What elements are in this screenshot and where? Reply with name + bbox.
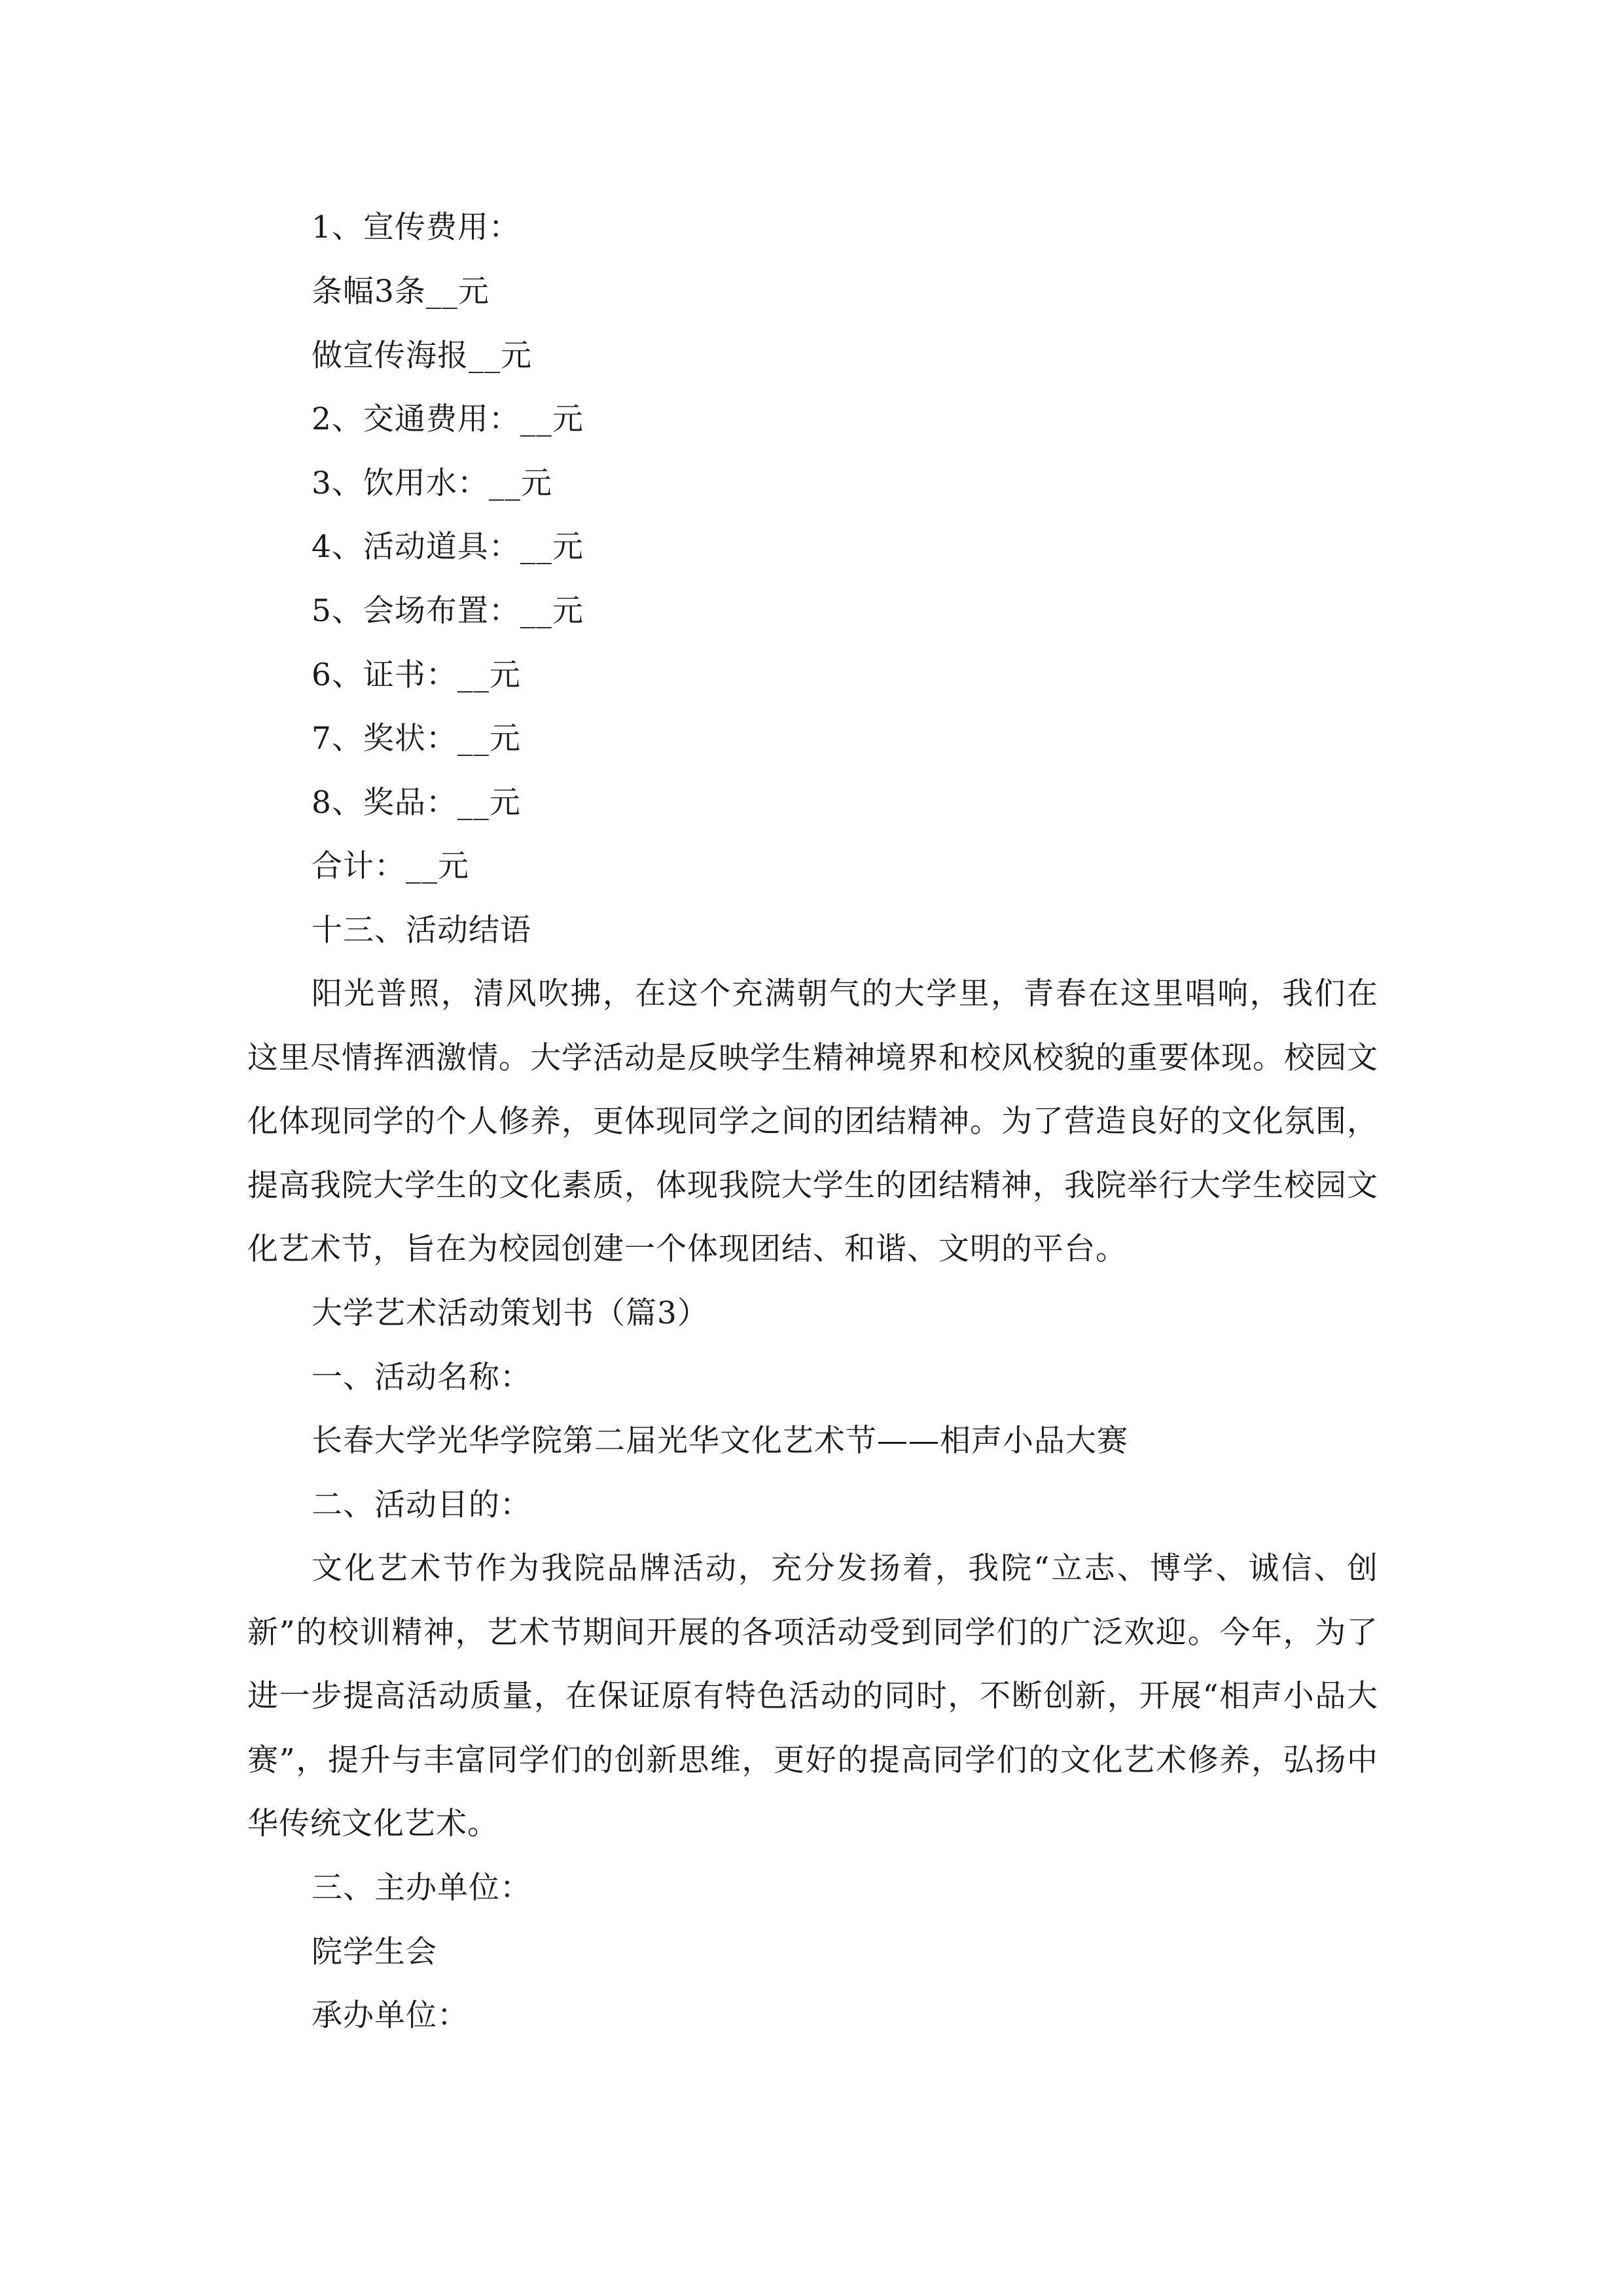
budget-total: 合计：__元	[312, 848, 469, 884]
budget-item-posters: 做宣传海报__元	[312, 338, 532, 374]
co-organizer-heading: 承办单位：	[312, 1998, 469, 2034]
budget-item-transport: 2、交通费用：__元	[312, 401, 584, 437]
section-2-heading: 二、活动目的：	[312, 1487, 531, 1523]
budget-item-venue: 5、会场布置：__元	[312, 593, 584, 629]
section-13-heading: 十三、活动结语	[312, 912, 531, 948]
budget-item-certificates: 6、证书：__元	[312, 657, 521, 693]
budget-item-publicity: 1、宣传费用：	[312, 209, 520, 245]
section-2-paragraph: 文化艺术节作为我院品牌活动，充分发扬着，我院“立志、博学、诚信、创新”的校训精神，艺术节期间开展的各项活动受到同学们的广泛欢迎。今年，为了进一步提高活动质量，在保证原有特色活动的同时，不断创新，开展“相声小品大赛”，提升与丰富同学们的创新思维，更好的提高同学们的文化艺术修养，弘扬中华传统文化艺术。	[247, 1551, 1378, 1842]
budget-item-banners: 条幅3条__元	[312, 274, 490, 310]
budget-item-awards: 7、奖状：__元	[312, 721, 521, 757]
budget-item-props: 4、活动道具：__元	[312, 529, 584, 565]
section-1-heading: 一、活动名称：	[312, 1359, 531, 1395]
section-3-content: 院学生会	[312, 1934, 437, 1970]
part-3-title: 大学艺术活动策划书（篇3）	[312, 1295, 709, 1331]
budget-item-prizes: 8、奖品：__元	[312, 785, 521, 821]
section-13-paragraph: 阳光普照，清风吹拂，在这个充满朝气的大学里，青春在这里唱响，我们在这里尽情挥洒激情。大学活动是反映学生精神境界和校风校貌的重要体现。校园文化体现同学的个人修养，更体现同学之间的团结精神。为了营造良好的文化氛围，提高我院大学生的文化素质，体现我院大学生的团结精神，我院举行大学生校园文化艺术节，旨在为校园创建一个体现团结、和谐、文明的平台。	[247, 976, 1378, 1267]
budget-item-water: 3、饮用水：__元	[312, 465, 552, 501]
section-3-heading: 三、主办单位：	[312, 1870, 531, 1906]
section-1-content: 长春大学光华学院第二届光华文化艺术节——相声小品大赛	[312, 1423, 1128, 1459]
